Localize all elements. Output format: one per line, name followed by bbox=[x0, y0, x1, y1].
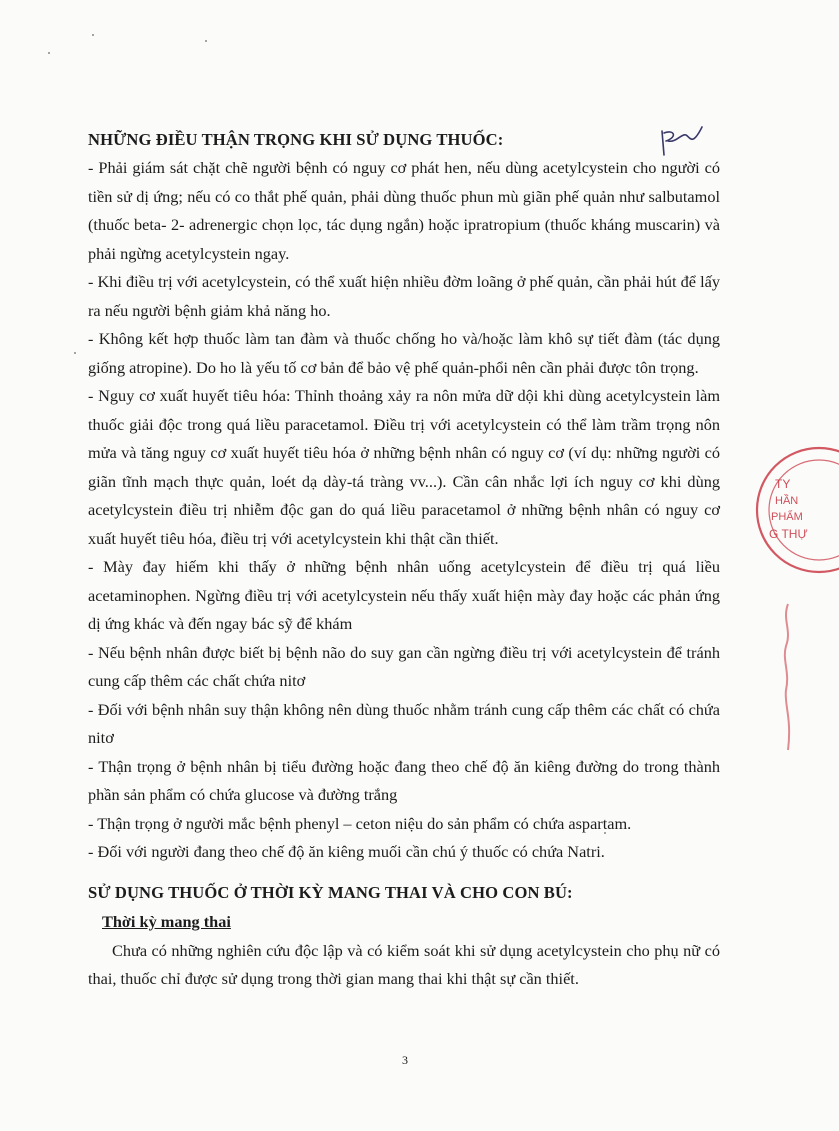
paragraph: - Phải giám sát chặt chẽ người bệnh có nguy cơ phát hen, nếu dùng acetylcystein cho người có tiền sử dị ứng; nếu có co thắt phế quản, phải dùng thuốc phun mù giãn phế quản như salbutamol (thuốc beta- 2- adrenergic chọn lọc, tác dụng ngắn) hoặc ipratropium (thuốc kháng muscarin) và phải ngừng acetylcystein ngay. bbox=[88, 158, 720, 263]
paragraph: - Thận trọng ở bệnh nhân bị tiểu đường hoặc đang theo chế độ ăn kiêng đường do trong thành phần sản phẩm có chứa glucose và đường trắng bbox=[88, 756, 720, 804]
signature-mark-icon bbox=[776, 600, 798, 760]
company-stamp-icon bbox=[749, 440, 839, 580]
paragraph: - Nếu bệnh nhân được biết bị bệnh não do suy gan cần ngừng điều trị với acetylcystein để tránh cung cấp thêm các chất chứa nitơ bbox=[88, 642, 720, 690]
paragraph: - Mày đay hiếm khi thấy ở những bệnh nhân uống acetylcystein để điều trị quá liều acetaminophen. Ngừng điều trị với acetylcystein nếu thấy xuất hiện mày đay hoặc các phản ứng dị ứng khác và đến ngay bác sỹ để khám bbox=[88, 557, 720, 633]
scan-speck bbox=[48, 52, 50, 54]
spacer bbox=[88, 867, 720, 879]
paragraph: - Đối với người đang theo chế độ ăn kiêng muối cần chú ý thuốc có chứa Natri. bbox=[88, 842, 605, 861]
paragraph: Chưa có những nghiên cứu độc lập và có kiểm soát khi sử dụng acetylcystein cho phụ nữ có thai, thuốc chỉ được sử dụng trong thời gian mang thai khi thật sự cần thiết. bbox=[88, 940, 720, 988]
paragraph: - Đối với bệnh nhân suy thận không nên dùng thuốc nhằm tránh cung cấp thêm các chất có chứa nitơ bbox=[88, 699, 720, 747]
paragraph: - Không kết hợp thuốc làm tan đàm và thuốc chống ho và/hoặc làm khô sự tiết đàm (tác dụng giống atropine). Do ho là yếu tố cơ bản để bảo vệ phế quản-phổi nên cần phải được tôn trọng. bbox=[88, 329, 720, 377]
document-body bbox=[88, 126, 720, 994]
section-heading-precautions: NHỮNG ĐIỀU THẬN TRỌNG KHI SỬ DỤNG THUỐC: bbox=[88, 130, 504, 149]
scan-speck bbox=[74, 352, 76, 354]
subheading-pregnancy: Thời kỳ mang thai bbox=[102, 911, 231, 931]
section-heading-pregnancy: SỬ DỤNG THUỐC Ở THỜI KỲ MANG THAI VÀ CHO CON BÚ: bbox=[88, 882, 573, 902]
stamp-text-line: TY bbox=[775, 477, 791, 491]
scan-speck bbox=[604, 832, 606, 834]
paragraph: - Khi điều trị với acetylcystein, có thể xuất hiện nhiều đờm loãng ở phế quản, cần phải hút để lấy ra nếu người bệnh giảm khả năng ho. bbox=[88, 272, 720, 320]
paragraph: - Thận trọng ở người mắc bệnh phenyl – ceton niệu do sản phẩm có chứa aspartam. bbox=[88, 813, 632, 833]
paragraph: - Nguy cơ xuất huyết tiêu hóa: Thỉnh thoảng xảy ra nôn mửa dữ dội khi dùng acetylcystein làm thuốc giải độc trong quá liều paracetamol. Điều trị với acetylcystein có thể làm trầm trọng nôn mửa và tăng nguy cơ xuất huyết tiêu hóa ở những bệnh nhân có nguy cơ (ví dụ: những người có giãn tĩnh mạch thực quản, loét dạ dày-tá tràng vv...). Cần cân nhắc lợi ích nguy cơ khi dùng acetylcystein điều trị nhiễm độc gan do quá liều paracetamol ở những bệnh nhân có nguy cơ xuất huyết tiêu hóa, điều trị với acetylcystein khi thật cần thiết. bbox=[88, 386, 720, 548]
handwritten-initials-icon bbox=[652, 125, 708, 165]
scan-speck bbox=[92, 34, 94, 36]
stamp-text-line: G THỰ bbox=[769, 527, 808, 541]
scan-speck bbox=[205, 40, 207, 42]
stamp-text-line: PHẨM bbox=[771, 511, 803, 523]
page-number: 3 bbox=[402, 1053, 408, 1067]
stamp-text-line: HẦN bbox=[775, 495, 799, 507]
